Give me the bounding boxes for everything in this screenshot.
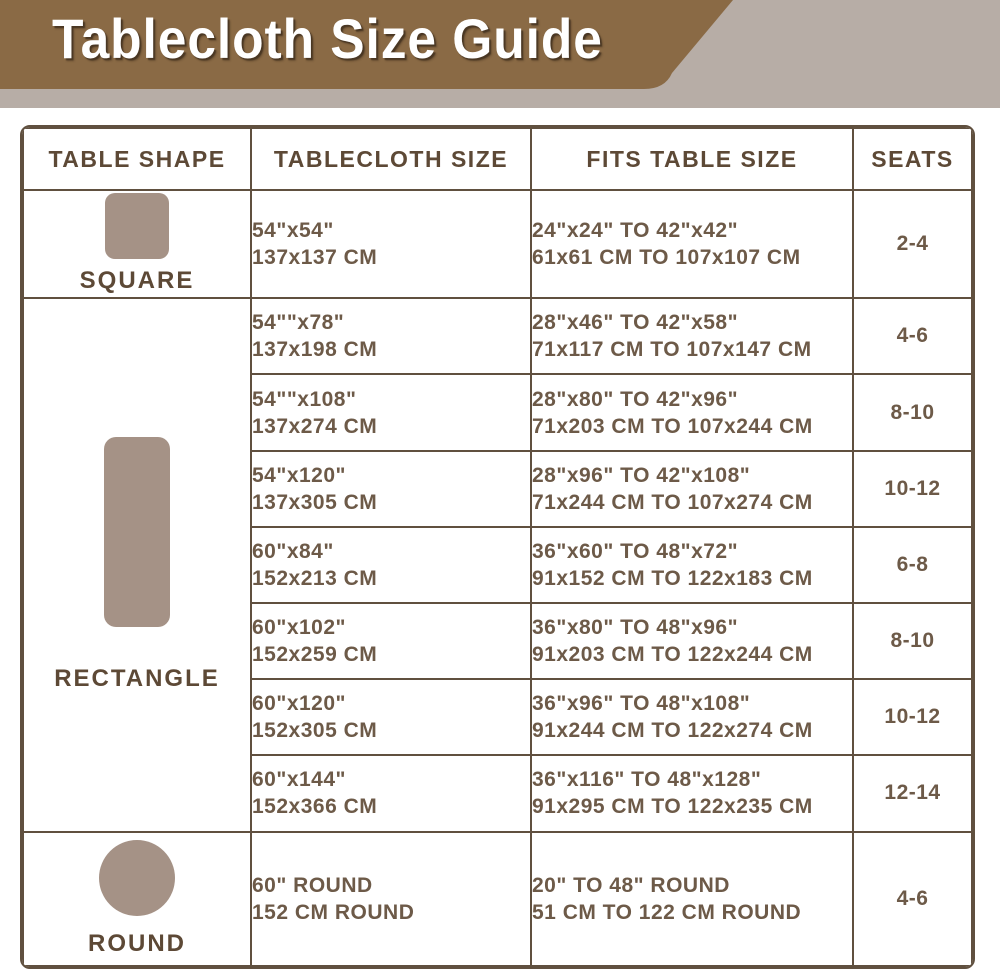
fits-table-size-cell — [531, 374, 853, 450]
shape-cell-content — [24, 840, 250, 958]
fits-table-size-cell — [531, 679, 853, 755]
tablecloth-size-cell — [251, 298, 531, 374]
fits-table-size-cell-line: 71x203 CM TO 107x244 CM — [532, 414, 813, 438]
seats-cell-line: 10-12 — [884, 476, 941, 500]
fits-table-size-cell-line: 28"x96" TO 42"x108" — [532, 463, 751, 487]
tablecloth-size-cell-line: 152 CM ROUND — [252, 900, 415, 924]
tablecloth-size-cell-line: 152x366 CM — [252, 795, 378, 819]
fits-table-size-cell — [531, 190, 853, 298]
tablecloth-size-cell-line: 60" ROUND — [252, 873, 373, 897]
tablecloth-size-cell-line: 54"x54" — [252, 219, 334, 243]
page-title: Tablecloth Size Guide — [52, 7, 603, 70]
shape-cell-content — [24, 193, 250, 295]
fits-table-size-cell-line: 36"x80" TO 48"x96" — [532, 616, 739, 640]
seats-cell-line: 2-4 — [896, 232, 929, 256]
seats-cell — [853, 374, 972, 450]
shape-label: RECTANGLE — [54, 664, 220, 692]
fits-table-size-cell-line: 28"x80" TO 42"x96" — [532, 387, 739, 411]
tablecloth-size-cell-line: 152x305 CM — [252, 719, 378, 743]
shape-cell-rectangle — [23, 298, 251, 831]
seats-cell-line: 8-10 — [890, 400, 935, 424]
size-guide-table-container — [20, 125, 975, 969]
shape-cell-square — [23, 190, 251, 298]
seats-cell-line: 4-6 — [896, 886, 929, 910]
table-row — [23, 190, 972, 298]
header-row — [23, 128, 972, 190]
square-icon — [105, 193, 169, 259]
rectangle-icon — [104, 437, 170, 627]
tablecloth-size-cell-line: 137x305 CM — [252, 490, 378, 514]
fits-table-size-cell-line: 36"x96" TO 48"x108" — [532, 692, 751, 716]
tablecloth-size-cell — [251, 832, 531, 966]
fits-table-size-cell-line: 61x61 CM TO 107x107 CM — [532, 246, 801, 270]
fits-table-size-cell-line: 91x152 CM TO 122x183 CM — [532, 566, 813, 590]
header-seats: SEATS — [853, 128, 972, 190]
fits-table-size-cell-line: 36"x116" TO 48"x128" — [532, 768, 762, 792]
seats-cell — [853, 298, 972, 374]
tablecloth-size-cell — [251, 527, 531, 603]
tablecloth-size-cell-line: 60"x120" — [252, 692, 346, 716]
seats-cell — [853, 527, 972, 603]
header-tablecloth-size: TABLECLOTH SIZE — [251, 128, 531, 190]
seats-cell — [853, 190, 972, 298]
fits-table-size-cell-line: 91x244 CM TO 122x274 CM — [532, 719, 813, 743]
size-guide-table — [22, 127, 973, 967]
header-fits-table-size: FITS TABLE SIZE — [531, 128, 853, 190]
fits-table-size-cell — [531, 527, 853, 603]
fits-table-size-cell — [531, 755, 853, 831]
header-table-shape: TABLE SHAPE — [23, 128, 251, 190]
tablecloth-size-cell-line: 152x213 CM — [252, 566, 378, 590]
shape-cell-round — [23, 832, 251, 966]
fits-table-size-cell-line: 24"x24" TO 42"x42" — [532, 219, 739, 243]
tablecloth-size-cell — [251, 451, 531, 527]
shape-label: SQUARE — [79, 267, 195, 295]
fits-table-size-cell-line: 91x295 CM TO 122x235 CM — [532, 795, 813, 819]
seats-cell-line: 10-12 — [884, 705, 941, 729]
seats-cell — [853, 451, 972, 527]
fits-table-size-cell — [531, 603, 853, 679]
tablecloth-size-cell-line: 60"x144" — [252, 768, 346, 792]
seats-cell-line: 6-8 — [896, 552, 929, 576]
tablecloth-size-cell — [251, 755, 531, 831]
seats-cell-line: 4-6 — [896, 324, 929, 348]
fits-table-size-cell-line: 20" TO 48" ROUND — [532, 873, 730, 897]
tablecloth-size-cell — [251, 190, 531, 298]
fits-table-size-cell-line: 71x244 CM TO 107x274 CM — [532, 490, 813, 514]
tablecloth-size-cell — [251, 374, 531, 450]
shape-label: ROUND — [88, 929, 186, 957]
seats-cell-line: 8-10 — [890, 629, 935, 653]
fits-table-size-cell — [531, 832, 853, 966]
size-table-body — [23, 190, 972, 966]
tablecloth-size-cell — [251, 679, 531, 755]
tablecloth-size-cell-line: 54""x108" — [252, 387, 357, 411]
tablecloth-size-cell-line: 137x198 CM — [252, 338, 378, 362]
fits-table-size-cell-line: 36"x60" TO 48"x72" — [532, 539, 739, 563]
tablecloth-size-cell-line: 54"x120" — [252, 463, 346, 487]
round-icon — [99, 840, 175, 916]
fits-table-size-cell-line: 28"x46" TO 42"x58" — [532, 311, 739, 335]
tablecloth-size-cell — [251, 603, 531, 679]
seats-cell — [853, 755, 972, 831]
fits-table-size-cell-line: 91x203 CM TO 122x244 CM — [532, 643, 813, 667]
seats-cell — [853, 679, 972, 755]
shape-cell-content — [24, 437, 250, 693]
tablecloth-size-cell-line: 60"x102" — [252, 616, 346, 640]
seats-cell-line: 12-14 — [884, 781, 941, 805]
tablecloth-size-cell-line: 152x259 CM — [252, 643, 378, 667]
tablecloth-size-cell-line: 60"x84" — [252, 539, 334, 563]
fits-table-size-cell-line: 51 CM TO 122 CM ROUND — [532, 900, 802, 924]
table-row — [23, 298, 972, 374]
table-row — [23, 832, 972, 966]
tablecloth-size-cell-line: 137x274 CM — [252, 414, 378, 438]
seats-cell — [853, 832, 972, 966]
seats-cell — [853, 603, 972, 679]
fits-table-size-cell-line: 71x117 CM TO 107x147 CM — [532, 338, 812, 362]
fits-table-size-cell — [531, 298, 853, 374]
tablecloth-size-cell-line: 54""x78" — [252, 311, 345, 335]
tablecloth-size-cell-line: 137x137 CM — [252, 246, 378, 270]
fits-table-size-cell — [531, 451, 853, 527]
